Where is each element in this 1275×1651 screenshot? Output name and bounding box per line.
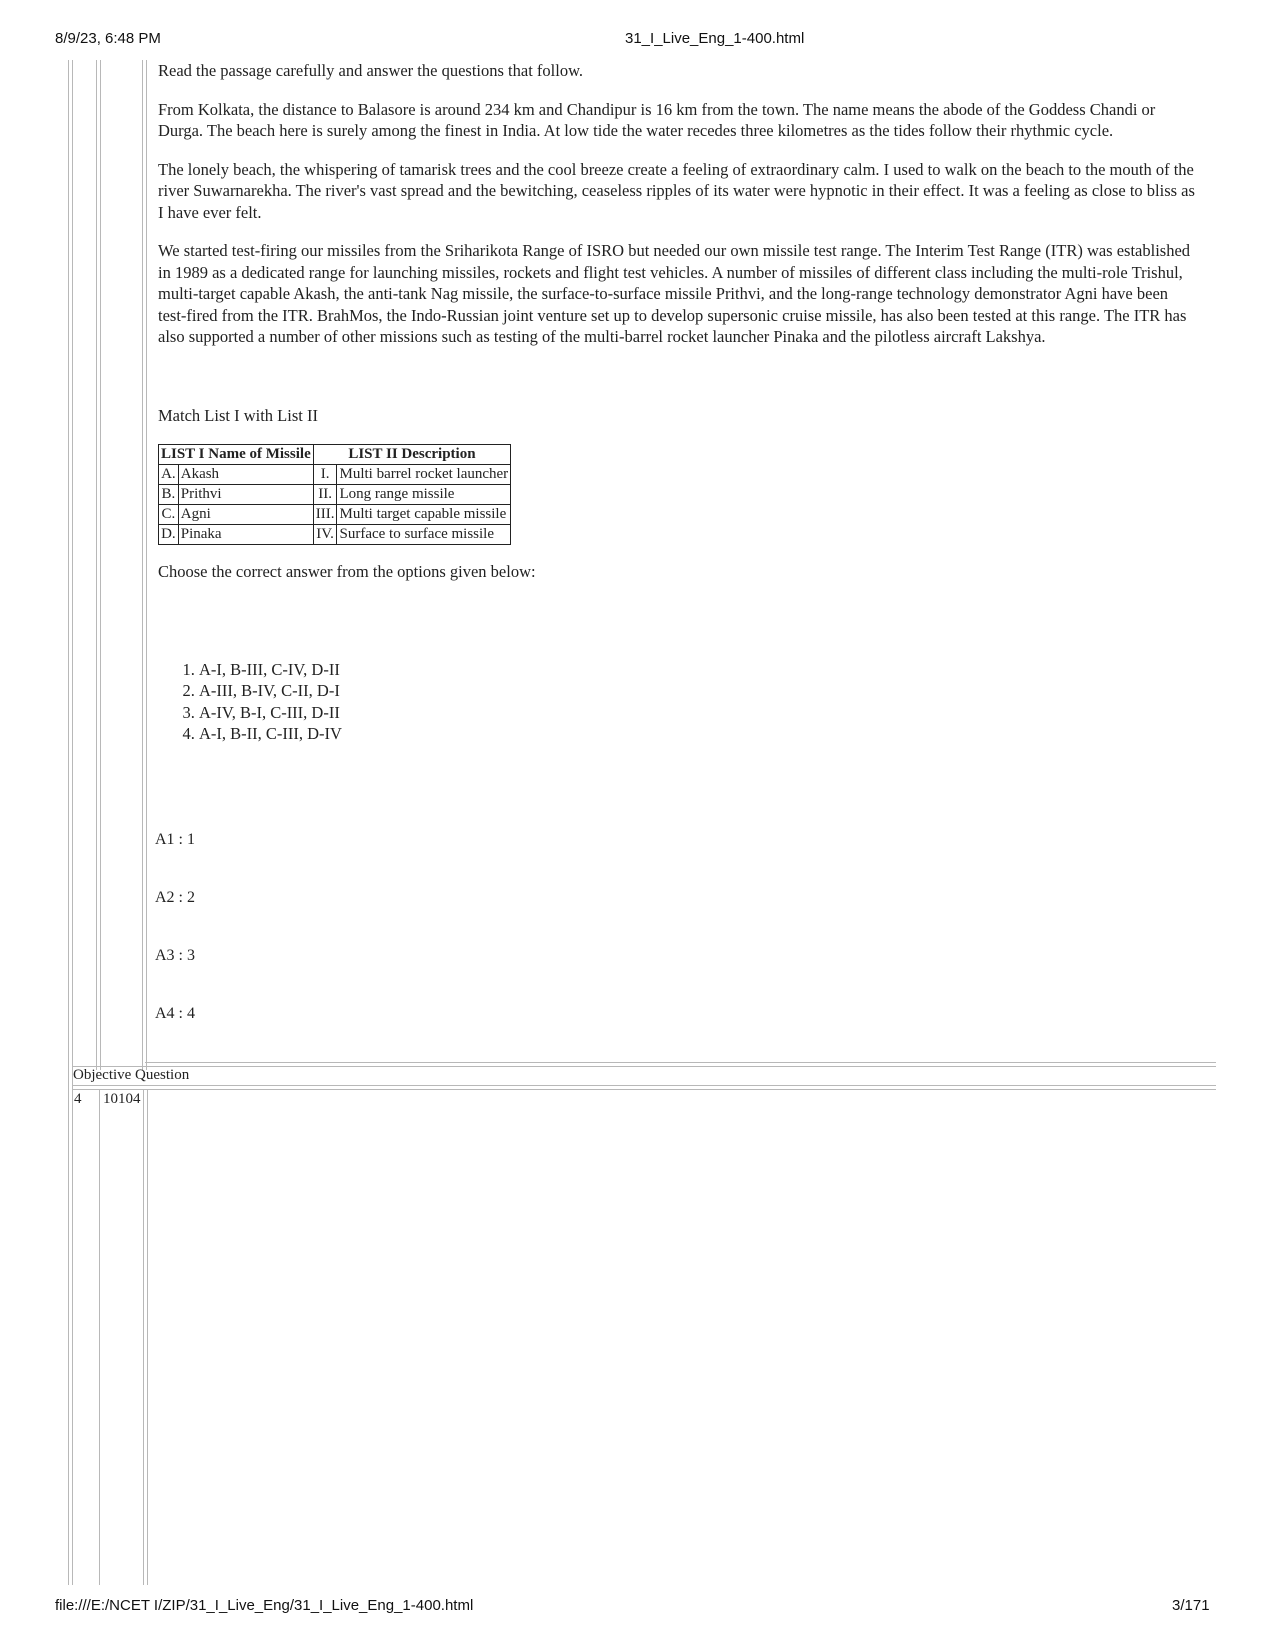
table-border [72,1085,1216,1086]
table-border [72,1089,1216,1090]
table-border [68,60,69,1585]
list-1-letter: C. [159,505,179,525]
option-item: 2. A-III, B-IV, C-II, D-I [199,680,1200,702]
passage-paragraph-3: We started test-firing our missiles from the Sriharikota Range of ISRO but needed our own missile test range. The Interim Test Range (ITR) was established in 1989 as a dedicated range for launching missiles, rockets and flight test vehicles. A number of missiles of different class including the multi-role Trishul, multi-target capable Akash, the anti-tank Nag missile, the surface-to-surface missile Prithvi, and the long-range technology demonstrator Agni have been test-fired from the ITR. BrahMos, the Indo-Russian joint venture set up to develop supersonic cruise missile, has also been tested at this range. The ITR has also supported a number of other missions such as testing of the multi-barrel rocket launcher Pinaka and the pilotless aircraft Lakshya. [158,241,1191,346]
list-2-numeral: III. [313,505,337,525]
list-2-description: Surface to surface missile [337,525,511,545]
table-row [159,485,511,505]
passage-paragraph-1: From Kolkata, the distance to Balasore is around 234 km and Chandipur is 16 km from the town. The name means the abode of the Goddess Chandi or Durga. The beach here is surely among the finest in India. At low tide the water recedes three kilometres as the tides follow their rhythmic cycle. [158,99,1156,140]
answer-option-2: A2 : 2 [155,889,195,906]
print-file-path: file:///E:/NCET I/ZIP/31_I_Live_Eng/31_I_Live_Eng_1-400.html [55,1597,474,1614]
table-border [100,60,101,1070]
list-2-description: Multi target capable missile [337,505,511,525]
table-border [99,1089,100,1585]
list-1-letter: B. [159,485,179,505]
list-2-numeral: IV. [313,525,337,545]
question-type-label: Objective Question [73,1067,190,1083]
print-page-number: 3/171 [1172,1597,1210,1614]
table-border [96,60,97,1070]
list-1-header: LIST I Name of Missile [159,445,314,465]
table-row [159,505,511,525]
table-border [146,60,147,1070]
list-2-description: Multi barrel rocket launcher [337,465,511,485]
answer-option-1: A1 : 1 [155,831,195,848]
list-2-header: LIST II Description [313,445,510,465]
list-1-name: Prithvi [178,485,313,505]
list-1-name: Akash [178,465,313,485]
table-border [143,1089,144,1585]
print-datetime: 8/9/23, 6:48 PM [55,30,161,47]
table-border [142,60,143,1070]
option-item: 3. A-IV, B-I, C-III, D-II [199,702,1200,724]
print-title: 31_I_Live_Eng_1-400.html [625,30,805,47]
list-1-letter: D. [159,525,179,545]
table-row [159,465,511,485]
choose-instruction: Choose the correct answer from the options given below: [158,562,536,581]
list-2-description: Long range missile [337,485,511,505]
match-prompt: Match List I with List II [158,405,318,425]
list-1-name: Agni [178,505,313,525]
answer-option-4: A4 : 4 [155,1005,195,1022]
table-border [72,1066,1216,1067]
question-content [158,60,1200,745]
table-border [147,1089,148,1585]
answer-option-3: A3 : 3 [155,947,195,964]
question-id: 10104 [103,1091,141,1107]
table-border [72,60,73,1585]
option-item: 4. A-I, B-II, C-III, D-IV [199,723,1200,745]
table-border [145,1062,1216,1063]
passage-paragraph-2: The lonely beach, the whispering of tamarisk trees and the cool breeze create a feeling of extraordinary calm. I used to walk on the beach to the mouth of the river Suwarnarekha. The river's vast spread and the bewitching, ceaseless ripples of its water were hypnotic in their effect. It was a feeling as close to bliss as I have ever felt. [158,159,1195,222]
list-1-letter: A. [159,465,179,485]
option-item: 1. A-I, B-III, C-IV, D-II [199,659,1200,681]
list-1-name: Pinaka [178,525,313,545]
options-list [158,659,1200,745]
list-2-numeral: I. [313,465,337,485]
match-table [158,444,511,545]
list-2-numeral: II. [313,485,337,505]
passage-instruction: Read the passage carefully and answer the questions that follow. [158,61,584,80]
question-number: 4 [74,1091,82,1107]
table-row [159,525,511,545]
